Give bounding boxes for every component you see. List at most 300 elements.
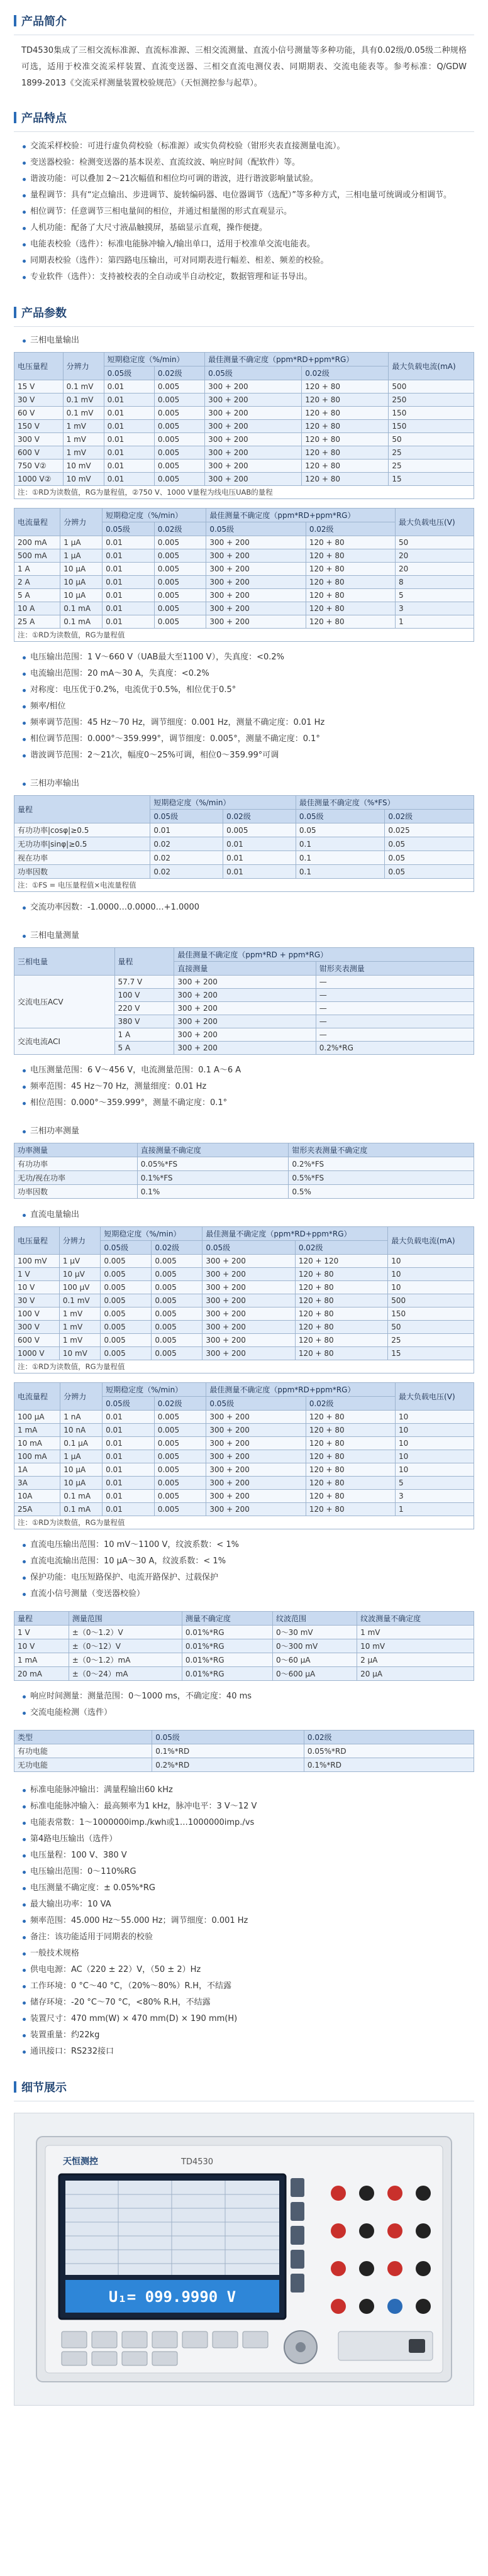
table-cell: ±（0～1.2）mA <box>69 1653 182 1667</box>
group-label: 交流电压ACV <box>14 976 115 1028</box>
table-row <box>14 460 474 473</box>
spec-item: 标准电能脉冲输入：最高频率为1 kHz，脉冲电平：3 V～12 V <box>21 1798 467 1815</box>
col-header: 分辨力 <box>63 353 104 380</box>
table-cell: 120 + 80 <box>306 1437 395 1450</box>
col-header: 功率测量 <box>14 1143 138 1157</box>
table-cell: 0.01 <box>103 615 155 629</box>
table-cell: 15 <box>388 1347 474 1360</box>
spec-item: 频率/相位 <box>21 698 467 715</box>
table-cell: 1 mV <box>63 446 104 460</box>
table-cell: 0～300 mV <box>272 1639 357 1653</box>
spec-item: 直流电压输出范围：10 mV～1100 V，纹波系数：< 1% <box>21 1537 467 1553</box>
table-cell: 100 V <box>14 1307 60 1321</box>
table-cell: 0.1 mA <box>60 1490 103 1503</box>
table-cell: 0.2%*RD <box>152 1758 304 1772</box>
section-bar <box>14 112 16 123</box>
power-output-table <box>14 795 474 892</box>
table-cell: 0.005 <box>152 1255 202 1268</box>
table-cell: 120 + 80 <box>302 460 389 473</box>
sub-heading: 三相功率测量 <box>21 1124 474 1139</box>
table-cell: 150 <box>389 407 474 420</box>
spec-list <box>14 1056 474 1118</box>
table-cell: 10 V <box>14 1639 69 1653</box>
table-cell: 1 mV <box>59 1334 101 1347</box>
table-cell: 0.005 <box>154 473 204 486</box>
table-cell: 0.005 <box>152 1268 202 1281</box>
col-header: 0.05级 <box>202 1241 295 1255</box>
col-header: 0.02级 <box>302 366 389 380</box>
table-cell: 600 V <box>14 1334 60 1347</box>
table-cell: 300 + 200 <box>202 1307 295 1321</box>
table-cell: 0.01 <box>103 1463 155 1477</box>
table-cell: 2 μA <box>357 1653 474 1667</box>
table-row <box>14 1411 474 1424</box>
table-cell: 1 mV <box>357 1626 474 1639</box>
table-cell: 5 <box>396 1477 474 1490</box>
table-cell: 15 V <box>14 380 64 394</box>
lcd-reading: U₁= 099.9990 V <box>108 2288 236 2306</box>
brand-label: 天恒测控 <box>63 2157 98 2167</box>
table-row <box>14 1268 474 1281</box>
table-row <box>14 851 474 865</box>
table-row <box>14 1653 474 1667</box>
table-cell: 0.005 <box>154 407 204 420</box>
table-note: 注：①RD为读数值，RG为量程值 <box>14 1360 474 1373</box>
table-row <box>14 1463 474 1477</box>
spec-item: 直流小信号测量（变送器校验） <box>21 1586 467 1602</box>
screen-buttons <box>291 2178 304 2293</box>
table-cell: 500 <box>389 380 474 394</box>
table-cell: 0.005 <box>152 1347 202 1360</box>
table-cell: 0.1 mV <box>59 1294 101 1307</box>
table-cell: 50 <box>388 1321 474 1334</box>
table-cell: 1 nA <box>60 1411 103 1424</box>
table-cell: 120 + 80 <box>306 615 395 629</box>
table-cell: ±（0～24）mA <box>69 1667 182 1681</box>
table-cell: 0.01 <box>223 837 296 851</box>
table-cell: 10 mV <box>59 1347 101 1360</box>
table-row <box>14 1347 474 1360</box>
table-cell: 有功功率 <box>14 1157 138 1171</box>
col-header: 最佳测量不确定度（ppm*RD + ppm*RG） <box>174 948 474 962</box>
col-header: 0.02级 <box>306 522 395 536</box>
feature-list <box>14 132 474 292</box>
table-cell: 0.1%*RD <box>304 1758 474 1772</box>
table-cell: 120 + 80 <box>295 1294 387 1307</box>
table-row <box>14 576 474 589</box>
table-cell: 0.01 <box>103 589 155 602</box>
table-row <box>14 1424 474 1437</box>
table-cell: 1 μV <box>59 1255 101 1268</box>
table-row <box>14 1744 474 1758</box>
table-cell: 120 + 80 <box>302 446 389 460</box>
table-cell: 120 + 80 <box>306 563 395 576</box>
table-row <box>14 549 474 563</box>
table-cell: 0.01 <box>103 1437 155 1450</box>
table-note: 注：①RD为读数值，RG为量程值 <box>14 629 474 642</box>
col-header: 短期稳定度（%/min） <box>103 1383 206 1397</box>
table-cell: 300 + 200 <box>205 473 302 486</box>
table-cell: 0.005 <box>101 1268 152 1281</box>
spec-item: 响应时间测量：测量范围：0～1000 ms，不确定度：40 ms <box>21 1688 467 1705</box>
spec-item: 电压测量不确定度：± 0.05%*RG <box>21 1880 467 1896</box>
table-cell: 10 μA <box>60 1477 103 1490</box>
table-cell: 0.1%*RD <box>152 1744 304 1758</box>
spec-item: 频率调节范围：45 Hz～70 Hz，调节细度：0.001 Hz，测量不确定度：0.01 Hz <box>21 715 467 731</box>
table-cell: 120 + 80 <box>302 420 389 433</box>
table-cell: 300 + 200 <box>206 1437 306 1450</box>
col-header: 0.02级 <box>385 810 474 823</box>
spec-item: 谐波调节范围：2～21次，幅度0～25%可调，相位0～359.99°可调 <box>21 747 467 764</box>
table-cell: 10 mV <box>357 1639 474 1653</box>
table-cell: ±（0～12）V <box>69 1639 182 1653</box>
dc-measure-table <box>14 1611 474 1681</box>
table-cell: 0.02 <box>150 837 223 851</box>
table-cell: 0.005 <box>101 1307 152 1321</box>
table-cell: ±（0～1.2）V <box>69 1626 182 1639</box>
table-cell: 300 + 200 <box>202 1334 295 1347</box>
section-title: 细节展示 <box>21 2081 67 2094</box>
table-cell: 0.05 <box>296 823 385 837</box>
table-cell: 0.01 <box>103 1477 155 1490</box>
table-cell: 120 + 80 <box>306 1490 395 1503</box>
table-note: 注：①RD为读数值，RG为量程值 <box>14 1516 474 1529</box>
dc-voltage-table <box>14 1226 474 1373</box>
table-cell: 300 V <box>14 1321 60 1334</box>
table-cell: 0.005 <box>154 589 206 602</box>
table-cell: 30 V <box>14 394 64 407</box>
table-cell: 300 + 200 <box>206 1477 306 1490</box>
col-header: 0.05级 <box>206 1397 306 1411</box>
spec-item: 装置重量：约22kg <box>21 2027 467 2044</box>
spec-item: 最大输出功率：10 VA <box>21 1896 467 1913</box>
table-cell: 10 μV <box>59 1268 101 1281</box>
table-cell: 300 + 200 <box>205 433 302 446</box>
table-cell: 120 + 80 <box>295 1307 387 1321</box>
table-cell: 50 <box>396 536 474 549</box>
table-cell: 10 mV <box>63 473 104 486</box>
col-header: 最大负载电压(V) <box>396 509 474 536</box>
spec-list <box>14 643 474 770</box>
table-cell: 0.005 <box>154 1437 206 1450</box>
table-cell: 1A <box>14 1463 60 1477</box>
table-cell: 1 mA <box>14 1653 69 1667</box>
col-header: 量程 <box>114 948 174 976</box>
table-cell: 1 mV <box>59 1307 101 1321</box>
table-cell: 100 V <box>114 989 174 1002</box>
table-cell: 300 + 200 <box>205 420 302 433</box>
table-cell: 120 + 80 <box>302 394 389 407</box>
table-cell: 0.05 <box>385 865 474 879</box>
sub-heading: 三相电量测量 <box>21 928 474 944</box>
table-cell: 1 <box>396 615 474 629</box>
table-cell: 300 + 200 <box>202 1281 295 1294</box>
table-cell: 120 + 80 <box>302 473 389 486</box>
table-cell: 300 + 200 <box>206 576 306 589</box>
col-header: 最佳测量不确定度（%*FS） <box>296 796 474 810</box>
feature-item: 量程调节：具有“定点输出、步进调节、旋转编码器、电位器调节（选配）”等多种方式，三相电量可统调或分相调节。 <box>21 187 467 204</box>
table-cell: 0.005 <box>152 1307 202 1321</box>
table-cell: 15 <box>389 473 474 486</box>
table-cell: 0～60 μA <box>272 1653 357 1667</box>
table-cell: 300 + 200 <box>174 989 316 1002</box>
spec-list <box>14 1773 474 2066</box>
table-cell: 10 A <box>14 602 60 615</box>
table-cell: 0.01 <box>104 433 154 446</box>
table-cell: 300 + 200 <box>206 1450 306 1463</box>
table-cell: 300 + 200 <box>205 407 302 420</box>
table-cell: 300 + 200 <box>202 1347 295 1360</box>
table-cell: 0.005 <box>154 1463 206 1477</box>
col-header: 0.02级 <box>154 522 206 536</box>
table-cell: 0.005 <box>152 1334 202 1347</box>
col-header: 0.05级 <box>296 810 385 823</box>
col-header: 0.05级 <box>104 366 154 380</box>
table-cell: 0.005 <box>101 1281 152 1294</box>
table-row <box>14 1185 474 1199</box>
col-header: 0.02级 <box>295 1241 387 1255</box>
table-row <box>14 1437 474 1450</box>
col-header: 电流量程 <box>14 509 60 536</box>
table-cell: 0.01%*RG <box>182 1626 272 1639</box>
table-row <box>14 394 474 407</box>
table-cell: 0.005 <box>223 823 296 837</box>
table-row <box>14 1477 474 1490</box>
col-header: 0.05级 <box>150 810 223 823</box>
table-row <box>14 536 474 549</box>
table-row <box>14 1667 474 1681</box>
table-cell: 0.5% <box>289 1185 474 1199</box>
table-cell: 0.05 <box>385 851 474 865</box>
table-cell: 120 + 80 <box>306 1477 395 1490</box>
table-cell: 300 + 200 <box>202 1294 295 1307</box>
table-cell: 200 mA <box>14 536 60 549</box>
col-header: 测量范围 <box>69 1612 182 1626</box>
table-row <box>14 446 474 460</box>
spec-item: 对称度：电压优于0.2%，电流优于0.5%，相位优于0.5° <box>21 682 467 698</box>
table-cell: 220 V <box>114 1002 174 1015</box>
table-cell: 120 + 120 <box>295 1255 387 1268</box>
table-cell: 0.1 mA <box>60 615 103 629</box>
table-cell: 5 A <box>114 1042 174 1055</box>
table-cell: 0.01 <box>223 851 296 865</box>
table-cell: 无功/视在功率 <box>14 1171 138 1185</box>
table-cell: 无功功率|sinφ|≥0.5 <box>14 837 150 851</box>
table-cell: 0.005 <box>154 433 204 446</box>
col-header: 最大负载电流(mA) <box>389 353 474 380</box>
spec-item: 交流功率因数：-1.0000…0.0000…+1.0000 <box>21 900 467 916</box>
table-cell: 10 <box>388 1268 474 1281</box>
table-cell: 0.1 mV <box>63 407 104 420</box>
table-cell: 300 + 200 <box>206 1411 306 1424</box>
col-header: 纹波测量不确定度 <box>357 1612 474 1626</box>
table-cell: 10 <box>396 1411 474 1424</box>
table-cell: 无功电能 <box>14 1758 152 1772</box>
table-cell: 25 A <box>14 615 60 629</box>
col-header: 短期稳定度（%/min） <box>104 353 205 366</box>
table-cell: 120 + 80 <box>306 602 395 615</box>
table-cell: 10 <box>396 1437 474 1450</box>
table-cell: 0.01 <box>104 394 154 407</box>
power-switch <box>409 2339 425 2353</box>
table-cell: 0.01 <box>103 1490 155 1503</box>
section-bar <box>14 15 16 26</box>
table-row <box>14 865 474 879</box>
table-cell: 0.005 <box>152 1281 202 1294</box>
col-header: 0.05级 <box>206 522 306 536</box>
sub-heading: 三相电量输出 <box>21 333 474 348</box>
measurement-table <box>14 947 474 1055</box>
table-row <box>14 1157 474 1171</box>
table-cell: 0.005 <box>154 602 206 615</box>
spec-item: 标准电能脉冲输出：满量程输出60 kHz <box>21 1782 467 1798</box>
table-cell: 0.05 <box>385 837 474 851</box>
col-header: 最大负载电压(V) <box>396 1383 474 1411</box>
section-title: 产品简介 <box>21 14 67 28</box>
table-cell: 1 <box>396 1503 474 1516</box>
table-cell: 0.1 μA <box>60 1437 103 1450</box>
table-cell: 120 + 80 <box>302 380 389 394</box>
table-cell: 120 + 80 <box>295 1321 387 1334</box>
table-cell: 120 + 80 <box>306 1411 395 1424</box>
table-cell: 25 <box>388 1334 474 1347</box>
product-page <box>0 6 488 2418</box>
table-cell: 8 <box>396 576 474 589</box>
table-cell: 300 + 200 <box>206 589 306 602</box>
table-cell: 100 mV <box>14 1255 60 1268</box>
spec-item: 相位范围：0.000°～359.999°，测量不确定度：0.1° <box>21 1095 467 1111</box>
col-header: 0.02级 <box>154 366 204 380</box>
table-cell: 0.005 <box>154 615 206 629</box>
table-cell: 0.01 <box>103 549 155 563</box>
table-row <box>14 1490 474 1503</box>
col-header: 量程 <box>14 1612 69 1626</box>
table-cell: — <box>316 989 474 1002</box>
table-cell: 100 μV <box>59 1281 101 1294</box>
table-cell: 10 μA <box>60 563 103 576</box>
col-header: 量程 <box>14 796 150 823</box>
table-row <box>14 420 474 433</box>
device-illustration <box>24 2124 464 2394</box>
table-cell: 30 V <box>14 1294 60 1307</box>
spec-item: 装置尺寸：470 mm(W) × 470 mm(D) × 190 mm(H) <box>21 2011 467 2027</box>
table-cell: 0.1 mA <box>60 602 103 615</box>
table-cell: 20 <box>396 549 474 563</box>
table-cell: 120 + 80 <box>302 407 389 420</box>
table-row <box>14 563 474 576</box>
table-cell: 有功电能 <box>14 1744 152 1758</box>
col-header: 三相电量 <box>14 948 115 976</box>
spec-item: 交流电能检测（选件） <box>21 1705 467 1721</box>
table-cell: 3 <box>396 602 474 615</box>
table-cell: 0.01%*RG <box>182 1653 272 1667</box>
table-row <box>14 473 474 486</box>
table-cell: 0.01 <box>104 446 154 460</box>
col-header: 0.02级 <box>304 1731 474 1744</box>
table-cell: 0.005 <box>101 1347 152 1360</box>
ac-current-table <box>14 508 474 642</box>
section-header-intro <box>14 6 474 35</box>
table-cell: 0.005 <box>101 1321 152 1334</box>
col-header: 最佳测量不确定度（ppm*RD+ppm*RG） <box>206 509 396 522</box>
table-cell: 300 + 200 <box>206 563 306 576</box>
table-cell: 0.01 <box>103 536 155 549</box>
table-cell: 120 + 80 <box>306 1503 395 1516</box>
spec-item: 直流电流输出范围：10 μA～30 A，纹波系数：< 1% <box>21 1553 467 1570</box>
table-cell: 750 V② <box>14 460 64 473</box>
spec-item: 电压量程：100 V、380 V <box>21 1847 467 1864</box>
table-cell: — <box>316 1015 474 1028</box>
table-cell: 0.005 <box>154 536 206 549</box>
table-cell: 120 + 80 <box>295 1334 387 1347</box>
table-cell: 0.02 <box>150 865 223 879</box>
table-note: 注：①RD为读数值，RG为量程值，②750 V、1000 V量程为线电压UAB的量程 <box>14 486 474 499</box>
table-cell: 57.7 V <box>114 976 174 989</box>
col-header: 电压量程 <box>14 1227 60 1255</box>
table-cell: 0.01 <box>103 576 155 589</box>
table-cell: 380 V <box>114 1015 174 1028</box>
table-cell: 3A <box>14 1477 60 1490</box>
col-header: 电流量程 <box>14 1383 60 1411</box>
feature-item: 同期表校验（选件）：第四路电压输出，可对同期表进行幅差、相差、频差的校验。 <box>21 253 467 269</box>
table-cell: 0.005 <box>152 1294 202 1307</box>
table-cell: 500 mA <box>14 549 60 563</box>
table-row <box>14 1255 474 1268</box>
table-cell: 300 + 200 <box>174 1028 316 1042</box>
sub-heading: 三相功率输出 <box>21 776 474 791</box>
table-cell: 120 + 80 <box>306 576 395 589</box>
table-cell: 1 mA <box>14 1424 60 1437</box>
spec-item: 电压输出范围：1 V～660 V（UAB最大至1100 V），失真度：<0.2% <box>21 649 467 666</box>
table-cell: 300 + 200 <box>205 460 302 473</box>
table-cell: 50 <box>389 433 474 446</box>
table-cell: 250 <box>389 394 474 407</box>
col-header: 0.05级 <box>152 1731 304 1744</box>
table-cell: 1 μA <box>60 536 103 549</box>
table-cell: 300 + 200 <box>206 536 306 549</box>
col-header: 短期稳定度（%/min） <box>150 796 296 810</box>
table-cell: 0.01 <box>103 1503 155 1516</box>
table-row <box>14 1321 474 1334</box>
table-row <box>14 1450 474 1463</box>
table-cell: 120 + 80 <box>295 1281 387 1294</box>
table-cell: 300 + 200 <box>206 602 306 615</box>
spec-item: 电能表常数：1～1000000imp./kwh或1…1000000imp./vs <box>21 1815 467 1831</box>
col-header: 类型 <box>14 1731 152 1744</box>
table-cell: 10 mA <box>14 1437 60 1450</box>
table-row <box>14 1503 474 1516</box>
feature-item: 电能表校验（选件）：标准电能脉冲输入/输出单口，适用于校准单交流电能表。 <box>21 236 467 253</box>
table-cell: 0.005 <box>154 1503 206 1516</box>
table-cell: 0～30 mV <box>272 1626 357 1639</box>
col-header: 0.05级 <box>103 522 155 536</box>
table-cell: 0.01 <box>104 420 154 433</box>
table-cell: 0.01 <box>104 473 154 486</box>
table-cell: 1 mV <box>63 433 104 446</box>
table-cell: 0.2%*FS <box>289 1157 474 1171</box>
spec-item: 电流输出范围：20 mA～30 A，失真度：<0.2% <box>21 666 467 682</box>
table-cell: 25 <box>389 446 474 460</box>
table-cell: 0.005 <box>154 420 204 433</box>
spec-item: 频率范围：45 Hz～70 Hz，测量细度：0.01 Hz <box>21 1079 467 1095</box>
table-cell: 20 μA <box>357 1667 474 1681</box>
spec-item: 储存环境：-20 °C～70 °C，<80% R.H，不结露 <box>21 1995 467 2011</box>
table-cell: 300 V <box>14 433 64 446</box>
table-cell: 120 + 80 <box>306 1424 395 1437</box>
table-cell: 0.01 <box>103 563 155 576</box>
table-cell: 600 V <box>14 446 64 460</box>
table-cell: 0.005 <box>154 1450 206 1463</box>
